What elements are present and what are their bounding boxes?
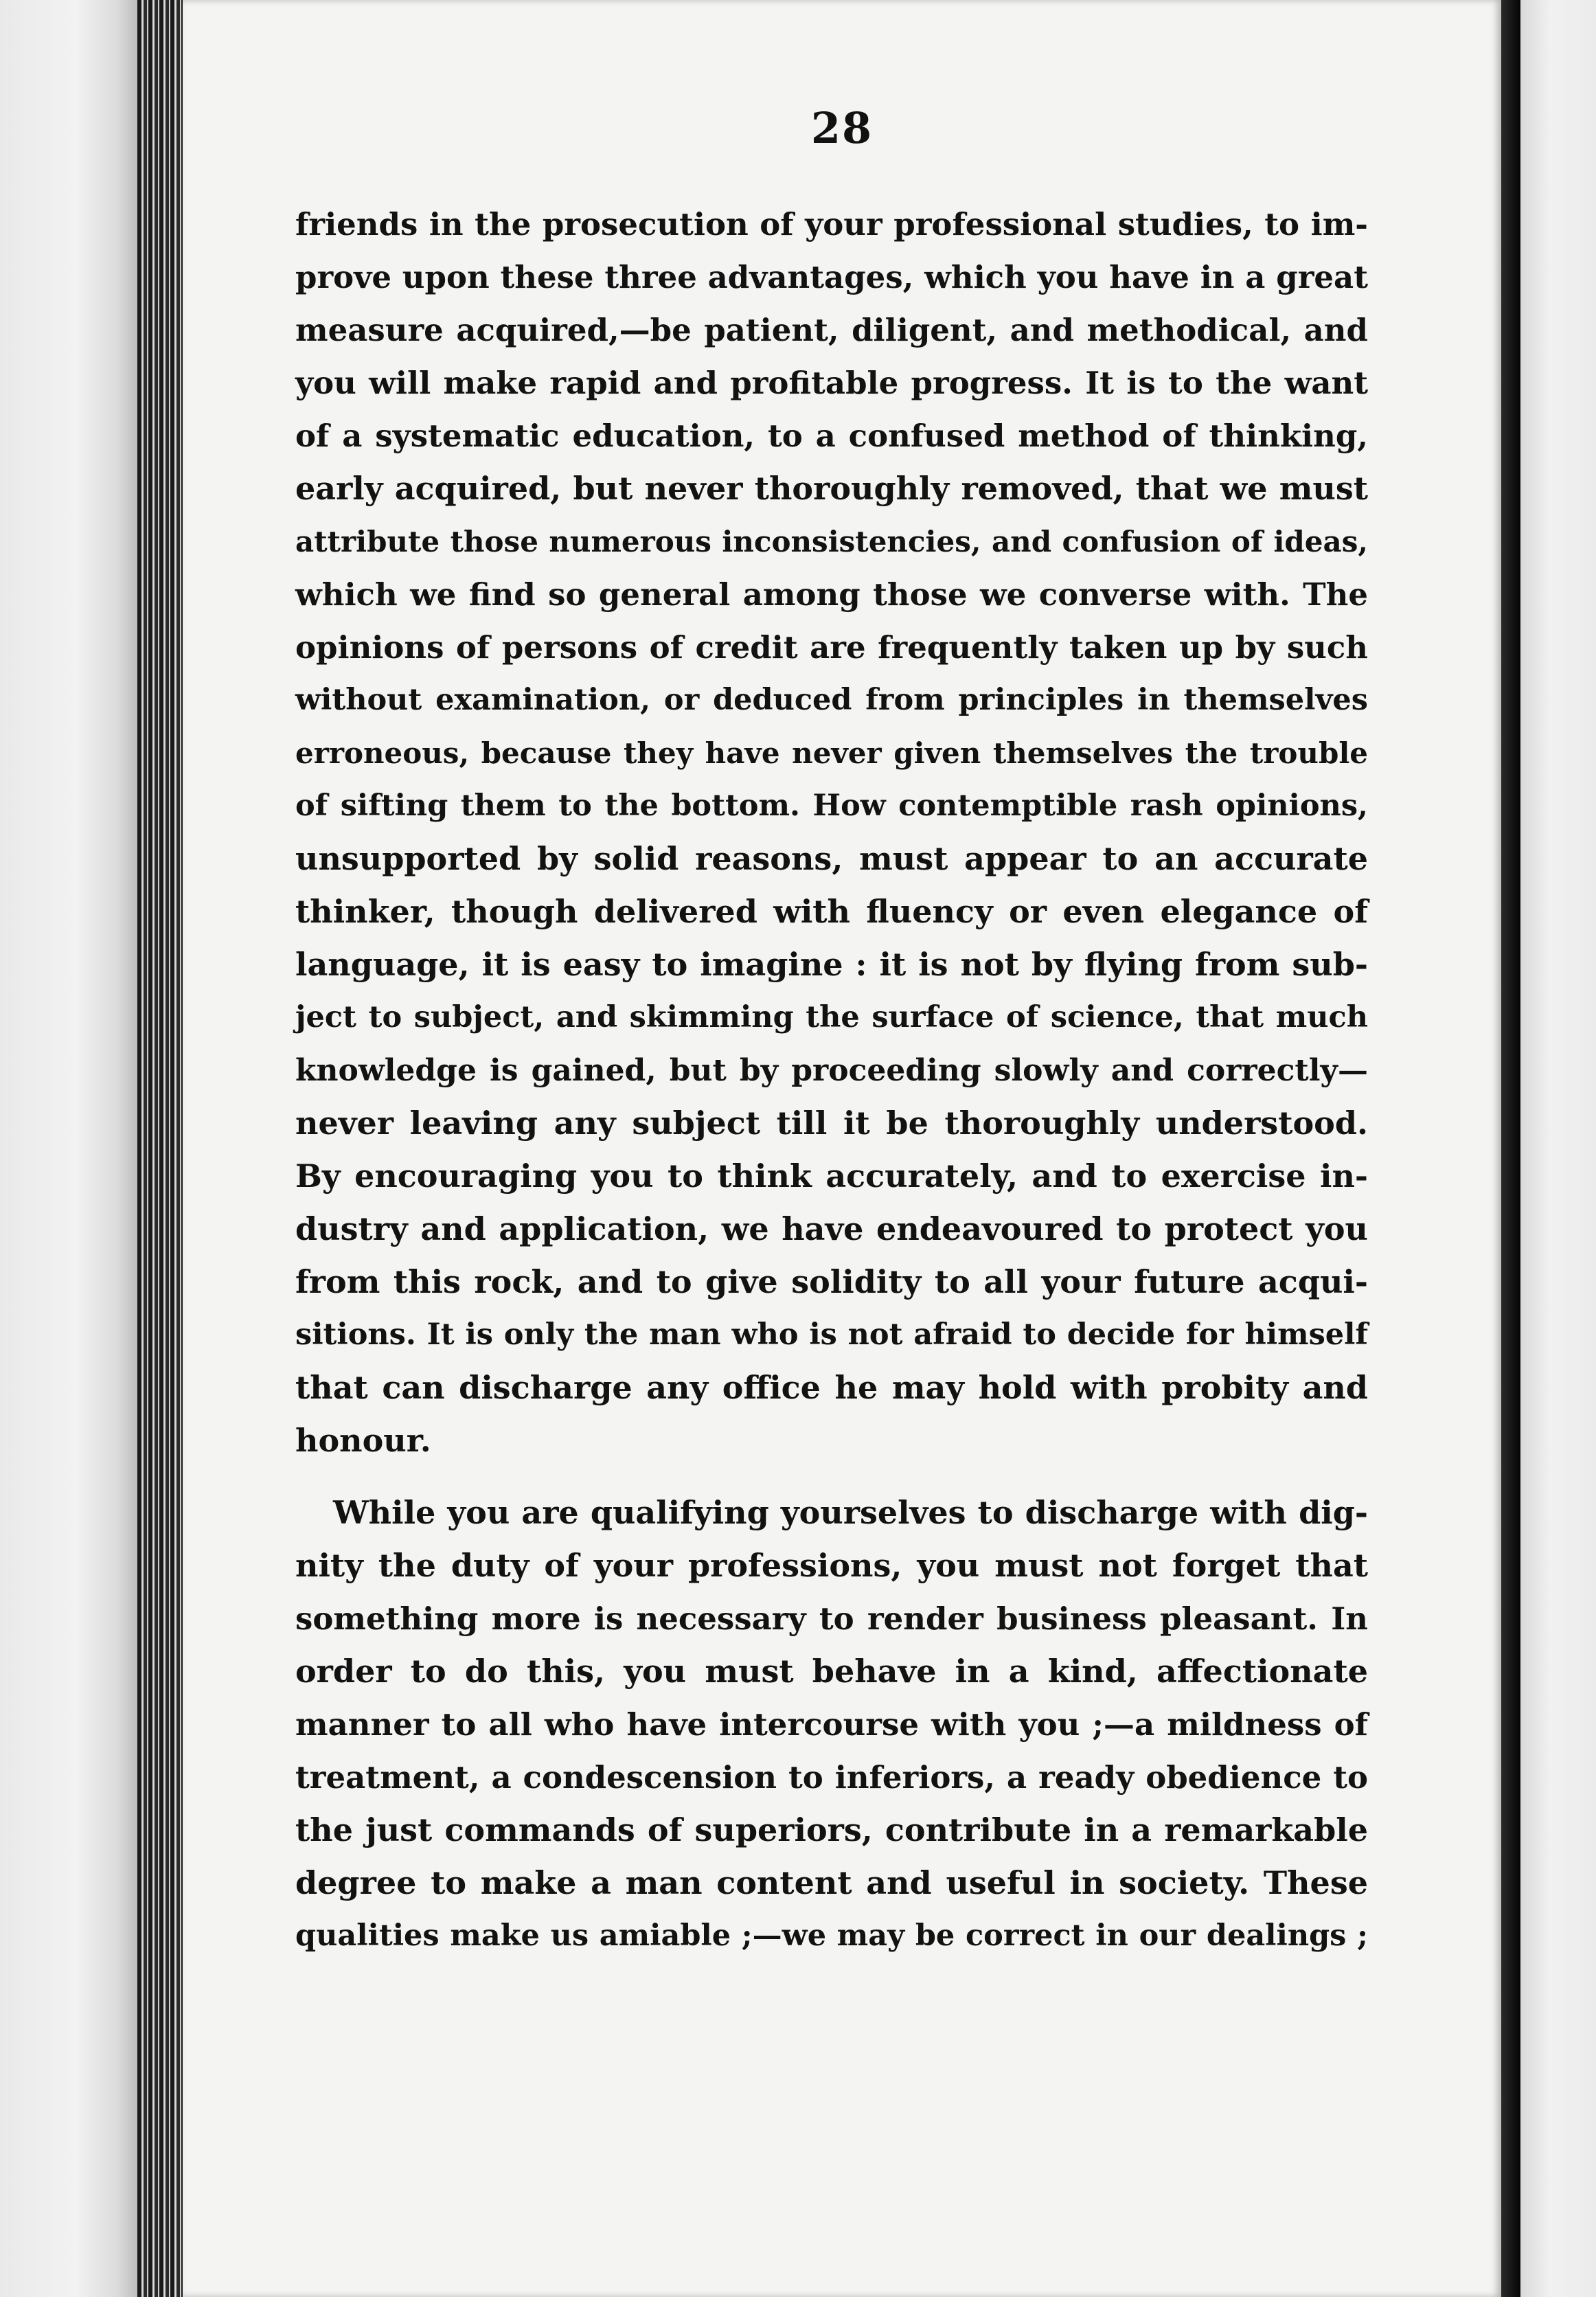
- scan-margin-left: [0, 0, 137, 2297]
- text-line: nity the duty of your professions, you must not forget that: [295, 1547, 1368, 1584]
- text-line: from this rock, and to give solidity to all your future acqui-: [295, 1263, 1368, 1300]
- text-line: honour.: [295, 1422, 431, 1459]
- text-line: erroneous, because they have never given themselves the trouble: [295, 736, 1368, 770]
- text-line: opinions of persons of credit are frequently taken up by such: [295, 629, 1368, 666]
- body-text: [295, 198, 1368, 1962]
- text-line: By encouraging you to think accurately, and to exercise in-: [295, 1157, 1368, 1195]
- text-line: never leaving any subject till it be thoroughly understood.: [295, 1105, 1368, 1142]
- text-line: manner to all who have intercourse with you ;—a mildness of: [295, 1706, 1368, 1743]
- book-binding: [137, 0, 183, 2297]
- text-line: which we find so general among those we converse with. The: [295, 576, 1368, 613]
- text-line: treatment, a condescension to inferiors, a ready obedience to: [295, 1759, 1368, 1796]
- text-line: of sifting them to the bottom. How contemptible rash opinions,: [295, 789, 1368, 823]
- text-line: prove upon these three advantages, which you have in a great: [295, 259, 1368, 295]
- text-line: friends in the prosecution of your professional studies, to im-: [295, 206, 1368, 242]
- text-line: unsupported by solid reasons, must appear to an accurate: [295, 840, 1368, 877]
- text-line: order to do this, you must behave in a kind, affectionate: [295, 1653, 1368, 1690]
- text-line: qualities make us amiable ;—we may be correct in our dealings ;: [295, 1919, 1368, 1953]
- text-line: While you are qualifying yourselves to discharge with dig-: [333, 1494, 1368, 1531]
- page-gutter-shadow: [1501, 0, 1520, 2297]
- text-line: degree to make a man content and useful in society. These: [295, 1864, 1368, 1901]
- text-line: thinker, though delivered with fluency or even elegance of: [295, 893, 1368, 930]
- text-line: ject to subject, and skimming the surface of science, that much: [295, 1000, 1368, 1034]
- text-line: something more is necessary to render business pleasant. In: [295, 1600, 1368, 1637]
- paragraph-2: [295, 1486, 1368, 1962]
- text-line: you will make rapid and profitable progress. It is to the want: [295, 365, 1368, 401]
- paragraph-1: [295, 198, 1368, 1467]
- text-line: of a systematic education, to a confused method of thinking,: [295, 418, 1368, 454]
- scan-margin-right: [1520, 0, 1596, 2297]
- text-line: that can discharge any office he may hold with probity and: [295, 1369, 1368, 1406]
- text-line: dustry and application, we have endeavoured to protect you: [295, 1210, 1368, 1247]
- text-line: sitions. It is only the man who is not afraid to decide for himself: [295, 1317, 1368, 1352]
- text-line: knowledge is gained, but by proceeding slowly and correctly—: [295, 1053, 1368, 1088]
- text-line: language, it is easy to imagine : it is not by flying from sub-: [295, 946, 1368, 983]
- text-line: without examination, or deduced from principles in themselves: [295, 683, 1368, 717]
- text-line: early acquired, but never thoroughly removed, that we must: [295, 470, 1368, 507]
- text-line: measure acquired,—be patient, diligent, and methodical, and: [295, 312, 1368, 348]
- text-line: attribute those numerous inconsistencies, and confusion of ideas,: [295, 525, 1368, 558]
- text-line: the just commands of superiors, contribute in a remarkable: [295, 1811, 1368, 1848]
- page-number: 28: [810, 103, 874, 153]
- book-page: [183, 0, 1501, 2297]
